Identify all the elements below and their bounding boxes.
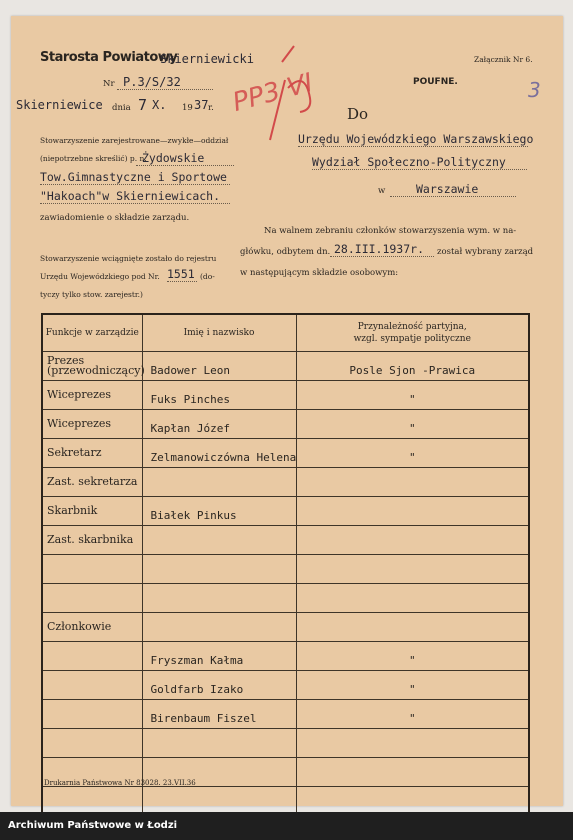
row-function (42, 671, 142, 700)
registry-line-2: Urzędu Wojewódzkiego pod Nr. (40, 272, 160, 281)
row-function: Zast. skarbnika (42, 526, 142, 555)
year-prefix: 19 (182, 103, 193, 113)
row-function: Zast. sekretarza (42, 468, 142, 497)
row-function: Wiceprezes (42, 381, 142, 410)
header-name: Imię i nazwisko (142, 314, 296, 352)
row-party: " (296, 439, 529, 468)
registry-number: 1551 (167, 267, 197, 282)
addressee-city: Warszawie (390, 182, 516, 197)
row-name (142, 468, 296, 497)
date-day: 7 (138, 96, 148, 114)
row-function (42, 584, 142, 613)
registry-line-3: tyczy tylko stow. zarejestr.) (40, 290, 143, 299)
number-prefix: Nr (103, 79, 115, 89)
table-row (42, 381, 529, 410)
place: Skierniewice (16, 98, 103, 112)
row-party (296, 468, 529, 497)
body-line-3: w następującym składzie osobowym: (240, 268, 399, 278)
row-party (296, 758, 529, 787)
row-party (296, 729, 529, 758)
row-function (42, 700, 142, 729)
row-name: Białek Pinkus (142, 497, 296, 526)
date-month: X. (152, 98, 167, 112)
addressee-do: Do (347, 105, 369, 123)
row-party: " (296, 700, 529, 729)
assoc-type-line: Stowarzyszenie zarejestrowane—zwykłe—oddział (40, 136, 229, 145)
assoc-name-line-3: "Hakoach"w Skierniewicach. (40, 189, 230, 204)
notice-line: zawiadomienie o składzie zarządu. (40, 213, 190, 223)
board-composition-table (41, 313, 530, 817)
row-party: " (296, 381, 529, 410)
assoc-name-line-1: Żydowskie (136, 151, 234, 166)
table-row (42, 410, 529, 439)
strike-note: (niepotrzebne skreślić) p. n. (40, 154, 147, 163)
registry-line-2-end: (do- (200, 272, 215, 281)
table-header-row (42, 314, 529, 352)
date-prefix: dnia (112, 103, 131, 113)
table-row (42, 468, 529, 497)
document-number: P.3/S/32 (117, 75, 213, 90)
archive-footer-text: Archiwum Państwowe w Łodzi (8, 820, 178, 831)
table-row (42, 642, 529, 671)
registry-line-1: Stowarzyszenie wciągnięte zostało do rejestru (40, 254, 217, 263)
row-name (142, 584, 296, 613)
row-name: Fryszman Kałma (142, 642, 296, 671)
year-suffix: r. (208, 103, 214, 113)
archive-footer (0, 812, 573, 840)
row-party (296, 526, 529, 555)
date-year: 37 (194, 98, 209, 112)
row-function (42, 555, 142, 584)
row-name (142, 526, 296, 555)
row-function: Wiceprezes (42, 410, 142, 439)
addressee-department: Wydział Społeczno-Polityczny (312, 155, 527, 170)
row-function: Członkowie (42, 613, 142, 642)
row-party (296, 613, 529, 642)
red-handwritten-note: PP3 VI (229, 67, 317, 119)
row-party (296, 584, 529, 613)
row-name (142, 555, 296, 584)
row-name (142, 729, 296, 758)
header-party (296, 314, 529, 352)
row-name: Fuks Pinches (142, 381, 296, 410)
table-row (42, 613, 529, 642)
body-line-2a: główku, odbytem dn. (240, 247, 331, 257)
row-party: Posle Sjon -Prawica (296, 352, 529, 381)
meeting-date: 28.III.1937r. (330, 242, 434, 257)
table-row (42, 352, 529, 381)
row-name (142, 613, 296, 642)
addressee-office: Urzędu Wojewódzkiego Warszawskiego (298, 132, 534, 146)
row-party: " (296, 642, 529, 671)
table-row (42, 700, 529, 729)
table-row (42, 729, 529, 758)
row-party: " (296, 671, 529, 700)
row-function (42, 729, 142, 758)
row-function (42, 642, 142, 671)
addressee-w: w (378, 186, 386, 196)
header-party-line-1: Przynależność partyjna, (357, 322, 467, 332)
assoc-name-line-2: Tow.Gimnastyczne i Sportowe (40, 170, 230, 185)
table-row (42, 555, 529, 584)
header-party-line-2: wzgl. sympatje polityczne (353, 334, 471, 344)
row-function: Skarbnik (42, 497, 142, 526)
page-number-handwritten: 3 (528, 78, 541, 102)
printer-line: Drukarnia Państwowa Nr 83028. 23.VII.36 (44, 779, 196, 787)
table-row (42, 671, 529, 700)
confidential-label: POUFNE. (413, 77, 458, 87)
body-line-1: Na walnem zebraniu członków stowarzyszenia wym. w na- (264, 226, 517, 236)
row-party (296, 497, 529, 526)
table-row (42, 526, 529, 555)
row-function: Sekretarz (42, 439, 142, 468)
table-row (42, 497, 529, 526)
office-name: Skierniewicki (160, 52, 254, 66)
annex-label: Załącznik Nr 6. (474, 55, 533, 64)
table-row (42, 439, 529, 468)
row-name: Birenbaum Fiszel (142, 700, 296, 729)
table-row (42, 584, 529, 613)
body-line-2b: został wybrany zarząd (437, 247, 534, 257)
row-function: Prezes (przewodniczący) (42, 352, 142, 381)
office-stamp: Starosta Powiatowy (40, 50, 178, 65)
row-name: Badower Leon (142, 352, 296, 381)
header-function: Funkcje w zarządzie (42, 314, 142, 352)
row-name: Zelmanowiczówna Helena (142, 439, 296, 468)
row-party: " (296, 410, 529, 439)
row-name: Goldfarb Izako (142, 671, 296, 700)
row-name: Kapłan Józef (142, 410, 296, 439)
row-party (296, 555, 529, 584)
